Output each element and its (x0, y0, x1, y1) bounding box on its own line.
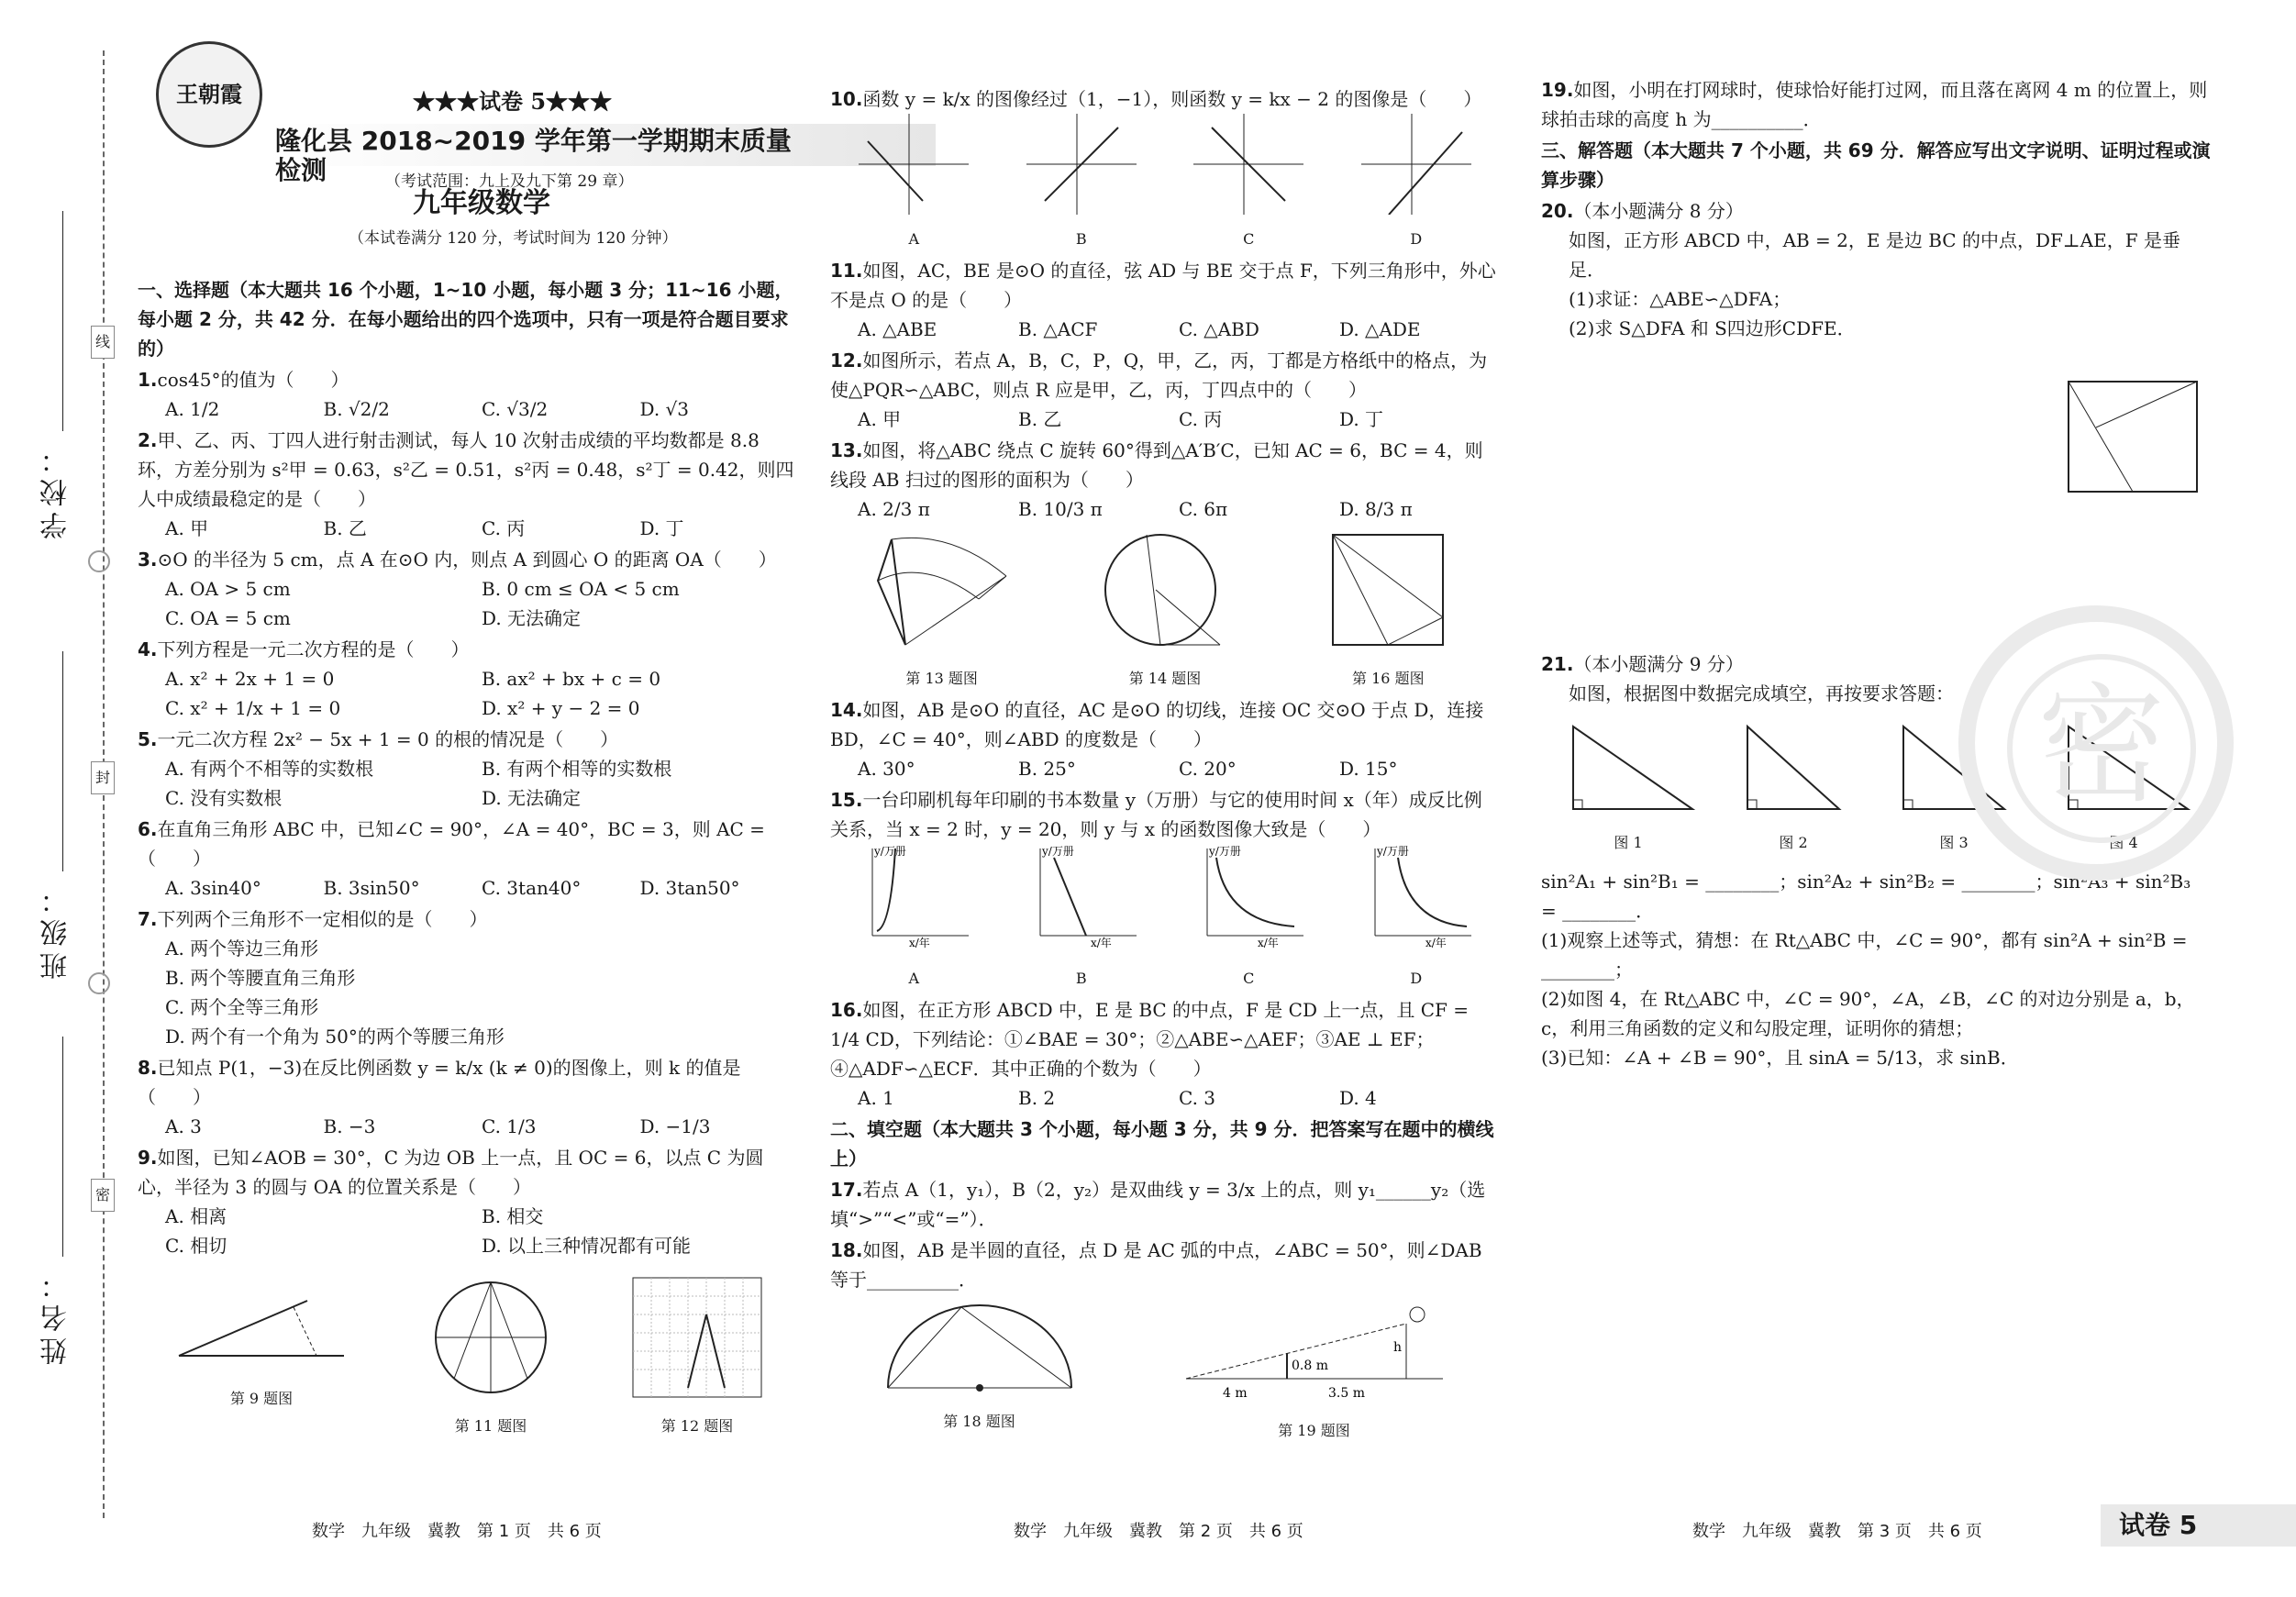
footer-page-1: 数学 九年级 冀教 第 1 页 共 6 页 (312, 1522, 602, 1541)
name-label: 姓名： (40, 1266, 72, 1365)
figures-row-3 (830, 1296, 1500, 1446)
svg-text:y/万册: y/万册 (1209, 845, 1242, 858)
equation-line: sin²A₁ + sin²B₁ = ________；sin²A₂ + sin²B₂ = ________；sin²A₃ + sin²B₃ = ________． (1541, 871, 2191, 922)
question-12: 12.如图所示，若点 A，B，C，P，Q，甲，乙，丙，丁都是方格纸中的格点，为使△PQR∽△ABC，则点 R 应是甲，乙，丙，丁四点中的（ ） A. 甲 B. 乙 C. 丙 D. 丁 (830, 349, 1488, 430)
school-label: 学校： (40, 440, 72, 539)
footer-page-2: 数学 九年级 冀教 第 2 页 共 6 页 (1014, 1522, 1303, 1541)
svg-text:x/年: x/年 (1425, 937, 1447, 949)
figure-18: 第 18 题图 (879, 1296, 1081, 1446)
question-16: 16.如图，在正方形 ABCD 中，E 是 BC 的中点，F 是 CD 上一点，且 CF = 1/4 CD，下列结论：①∠BAE = 30°；②△ABE∽△AEF；③AE ⊥ EF；④△ADF∽△ECF．其中正确的个数为（ ） A. 1 B. 2 C. 3 D. 4 (830, 999, 1469, 1109)
svg-text:3.5 m: 3.5 m (1327, 1386, 1365, 1401)
figure-10: A B C D (830, 114, 1500, 254)
column-page-3 (1541, 73, 2211, 1072)
question-21-part-2: (2)如图 4，在 Rt△ABC 中，∠C = 90°，∠A，∠B，∠C 的对边分别是 a，b，c，利用三角函数的定义和勾股定理，证明你的猜想； (1541, 988, 2195, 1039)
class-label: 班级： (40, 881, 72, 980)
column-page-1 (138, 0, 798, 1441)
secret-stamp: 密 (1958, 605, 2234, 881)
question-17: 17.若点 A（1，y₁），B（2，y₂）是双曲线 y = 3/x 上的点，则 y₁______y₂（选填“>”“<”或“=”）． (830, 1179, 1486, 1230)
question-5: 5.一元二次方程 2x² − 5x + 1 = 0 的根的情况是（ ） A. 有两个不相等的实数根 B. 有两个相等的实数根 C. 没有实数根 D. 无法确定 (138, 728, 672, 809)
binding-hole (88, 550, 110, 572)
svg-text:y/万册: y/万册 (1041, 845, 1074, 858)
exam-title: 隆化县 2018~2019 学年第一学期期末质量检测 (275, 126, 792, 185)
figure-19: 0.8 m h 4 m 3.5 m 第 19 题图 (1177, 1296, 1452, 1446)
figure-11: 第 11 题图 (417, 1273, 564, 1441)
binding-hole (88, 972, 110, 994)
school-field[interactable] (62, 211, 63, 431)
figure-16: 第 16 题图 (1314, 526, 1461, 693)
figure-20 (1541, 345, 2211, 648)
seal-char-secret: 密 (91, 1179, 115, 1212)
svg-text:x/年: x/年 (909, 937, 931, 949)
svg-text:4 m: 4 m (1222, 1386, 1248, 1401)
question-9: 9.如图，已知∠AOB = 30°，C 为边 OB 上一点，且 OC = 6，以点 C 为圆心，半径为 3 的圆与 OA 的位置关系是（ ） A. 相离 B. 相交 C. 相切 D. 以上三种情况都有可能 (138, 1147, 764, 1257)
figures-row-1 (138, 1273, 798, 1441)
seal-char-line: 线 (91, 326, 115, 359)
exam-note: （本试卷满分 120 分，考试时间为 120 分钟） (349, 229, 678, 248)
question-8: 8.已知点 P(1，−3)在反比例函数 y = k/x (k ≠ 0)的图像上，则 k 的值是（ ） A. 3 B. −3 C. 1/3 D. −1/3 (138, 1057, 741, 1137)
svg-text:y/万册: y/万册 (874, 845, 907, 858)
question-15: 15.一台印刷机每年印刷的书本数量 y（万册）与它的使用时间 x（年）成反比例关系，当 x = 2 时，y = 20，则 y 与 x 的函数图像大致是（ ） x/年 y/万册 A x/年 y/万册 B x/年 y/万册 C x/年 y/万册 D (830, 785, 1500, 993)
question-1: 1.cos45°的值为（ ） A. 1/2 B. √2/2 C. √3/2 D. √3 (138, 369, 690, 420)
figure-14: 第 14 题图 (1092, 526, 1238, 693)
section-choice: 一、选择题（本大题共 16 个小题，1~10 小题，每小题 3 分；11~16 小题，每小题 2 分，共 42 分．在每小题给出的四个选项中，只有一项是符合题目要求的） (138, 279, 793, 360)
question-2: 2.甲、乙、丙、丁四人进行射击测试，每人 10 次射击成绩的平均数都是 8.8 环，方差分别为 s²甲 = 0.63，s²乙 = 0.51，s²丙 = 0.48，s²丁 = 0.42，则四人中成绩最稳定的是（ ） A. 甲 B. 乙 C. 丙 D. 丁 (138, 429, 794, 539)
svg-text:y/万册: y/万册 (1376, 845, 1409, 858)
question-6: 6.在直角三角形 ABC 中，已知∠C = 90°，∠A = 40°，BC = 3，则 AC =（ ） A. 3sin40° B. 3sin50° C. 3tan40° D. 3tan50° (138, 818, 765, 899)
figure-13: 第 13 题图 (869, 526, 1015, 693)
question-21-part-3: (3)已知：∠A + ∠B = 90°，且 sinA = 5/13，求 sinB． (1541, 1047, 2019, 1069)
figures-row-2 (830, 526, 1500, 693)
binding-sidebar (0, 0, 138, 1597)
question-21-part-1: (1)观察上述等式，猜想：在 Rt△ABC 中，∠C = 90°，都有 sin²A + sin²B = ________； (1541, 929, 2188, 981)
figure-15: x/年 y/万册 A x/年 y/万册 B x/年 y/万册 C x/年 y/万册 D (830, 844, 1500, 993)
svg-text:x/年: x/年 (1258, 937, 1280, 949)
question-21: 21.（本小题满分 9 分） 如图，根据图中数据完成填空，再按要求答题： (1541, 653, 1954, 704)
footer-page-3: 数学 九年级 冀教 第 3 页 共 6 页 (1692, 1522, 1982, 1541)
exam-subject: 九年级数学 (413, 187, 550, 219)
svg-text:x/年: x/年 (1090, 937, 1112, 949)
column-page-2 (830, 83, 1500, 1446)
paper-number: ★★★试卷 5★★★ (413, 88, 613, 115)
question-19: 19.如图，小明在打网球时，使球恰好能打过网，而且落在离网 4 m 的位置上，则球拍击球的高度 h 为__________． (1541, 79, 2208, 130)
question-7: 7.下列两个三角形不一定相似的是（ ） A. 两个等边三角形 B. 两个等腰直角三角形 C. 两个全等三角形 D. 两个有一个角为 50°的两个等腰三角形 (138, 908, 505, 1048)
question-20: 20.（本小题满分 8 分） 如图，正方形 ABCD 中，AB = 2，E 是边 BC 的中点，DF⊥AE，F 是垂足． (1)求证：△ABE∽△DFA； (2)求 S△DFA 和 S四边形CDFE． (1541, 200, 2180, 339)
question-11: 11.如图，AC，BE 是⊙O 的直径，弦 AD 与 BE 交于点 F，下列三角形中，外心不是点 O 的是（ ） A. △ABE B. △ACF C. △ABD D. △ADE (830, 260, 1496, 340)
exam-header (138, 0, 798, 248)
paper-badge: 试卷 5 (2101, 1504, 2296, 1547)
class-field[interactable] (62, 651, 63, 871)
svg-text:0.8 m: 0.8 m (1291, 1359, 1328, 1373)
svg-text:h: h (1392, 1340, 1402, 1355)
figure-9: 第 9 题图 (170, 1273, 353, 1441)
figure-21: 图 1 图 2 图 3 图 4 (1541, 717, 2211, 858)
question-18: 18.如图，AB 是半圆的直径，点 D 是 AC 弧的中点，∠ABC = 50°，则∠DAB 等于__________． (830, 1239, 1482, 1291)
question-14: 14.如图，AB 是⊙O 的直径，AC 是⊙O 的切线，连接 OC 交⊙O 于点 D，连接 BD，∠C = 40°，则∠ABD 的度数是（ ） A. 30° B. 25° C. 20° D. 15° (830, 699, 1484, 780)
figure-12: 第 12 题图 (628, 1273, 766, 1441)
section-fill: 二、填空题（本大题共 3 个小题，每小题 3 分，共 9 分．把答案写在题中的横线上） (830, 1118, 1494, 1170)
exam-scope: （考试范围：九上及九下第 29 章） (385, 172, 634, 191)
question-3: 3.⊙O 的半径为 5 cm，点 A 在⊙O 内，则点 A 到圆心 O 的距离 OA（ ） A. OA > 5 cm B. 0 cm ≤ OA < 5 cm C. OA = 5 cm D. 无法确定 (138, 549, 777, 629)
publisher-logo: 王朝霞 (156, 41, 262, 148)
question-4: 4.下列方程是一元二次方程的是（ ） A. x² + 2x + 1 = 0 B. ax² + bx + c = 0 C. x² + 1/x + 1 = 0 D. x² + y − 2 = 0 (138, 638, 661, 719)
name-field[interactable] (62, 1037, 63, 1257)
question-13: 13.如图，将△ABC 绕点 C 旋转 60°得到△A′B′C，已知 AC = 6，BC = 4，则线段 AB 扫过的图形的面积为（ ） A. 2/3 π B. 10/3 π C. 6π D. 8/3 π (830, 439, 1483, 520)
section-answer: 三、解答题（本大题共 7 个小题，共 69 分．解答应写出文字说明、证明过程或演算步骤） (1541, 139, 2211, 191)
seal-char-seal: 封 (91, 761, 115, 794)
question-10: 10.函数 y = k/x 的图像经过（1，−1），则函数 y = kx − 2 的图像是（ ） A B C D (830, 84, 1500, 254)
